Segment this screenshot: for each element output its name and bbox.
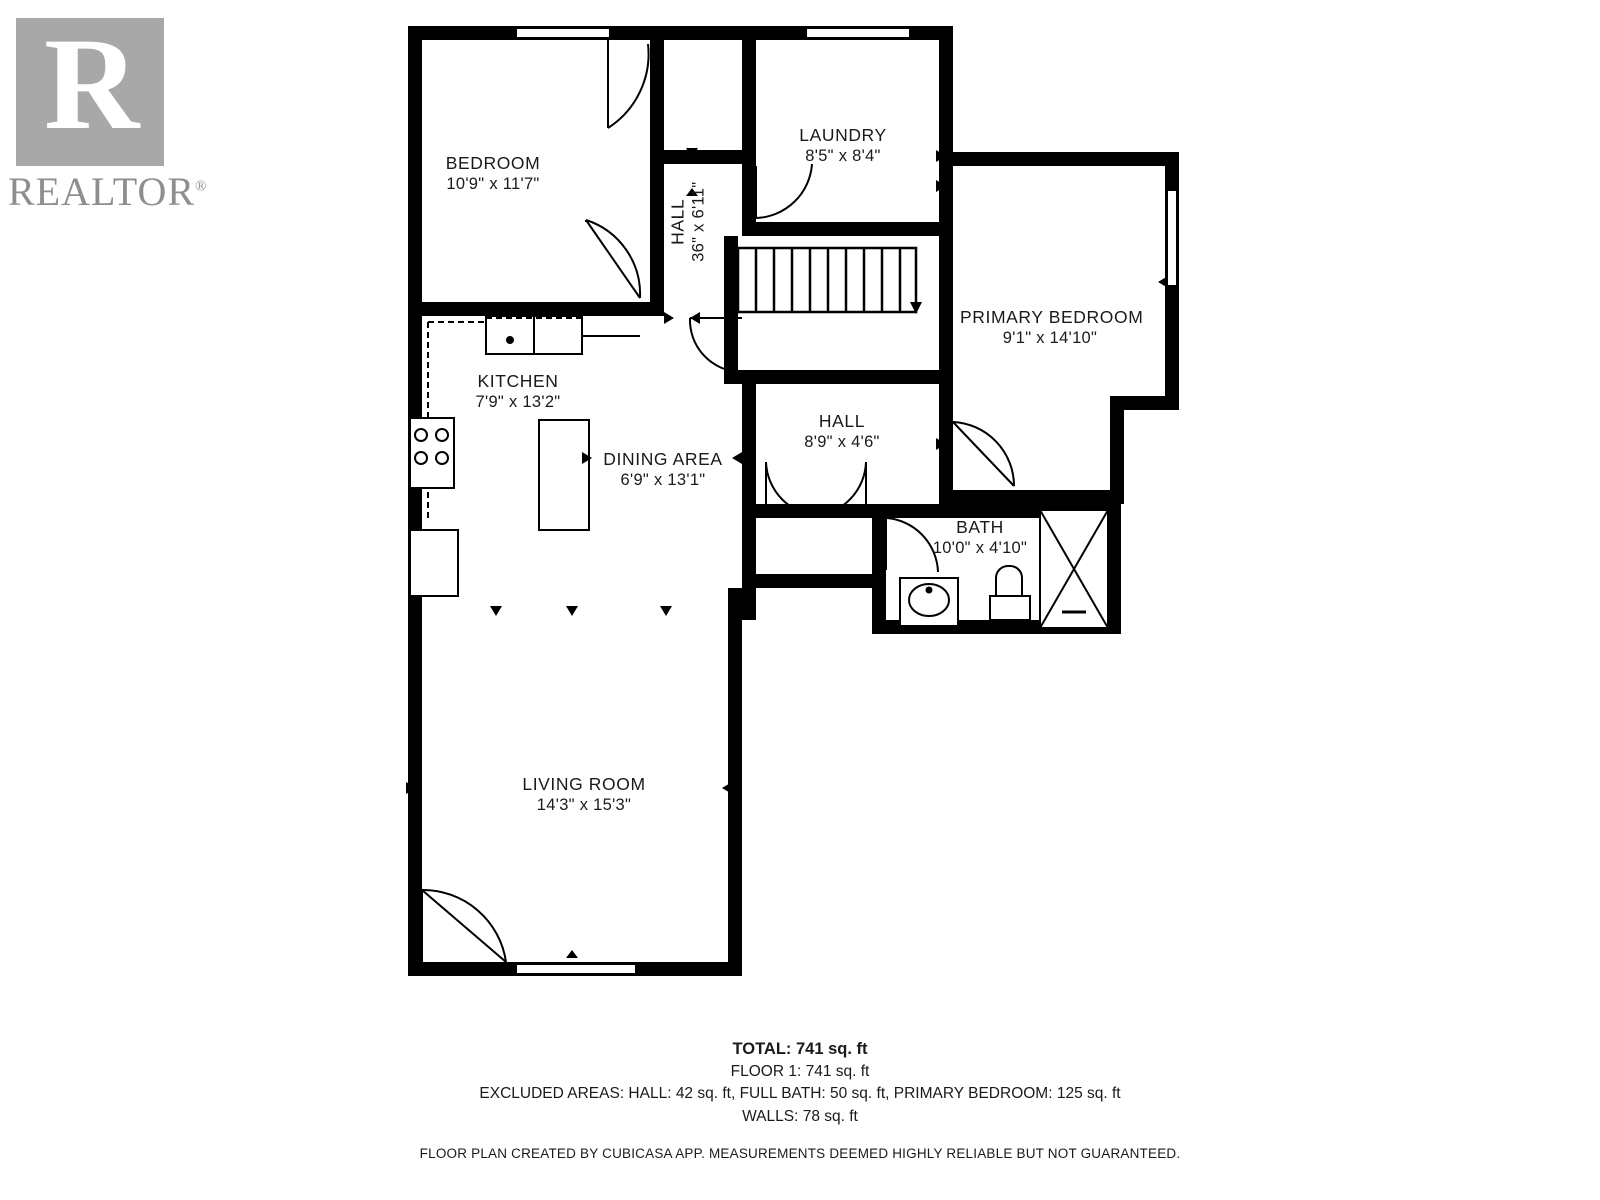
room-dimensions: 6'9" x 13'1" <box>620 471 706 490</box>
room-dimensions: 9'1" x 14'10" <box>1002 329 1098 348</box>
room-name: DINING AREA <box>603 449 723 469</box>
staircase <box>738 248 922 314</box>
excluded-areas: EXCLUDED AREAS: HALL: 42 sq. ft, FULL BATH: 50 sq. ft, PRIMARY BEDROOM: 125 sq. ft <box>479 1085 1121 1103</box>
floor-1-area: FLOOR 1: 741 sq. ft <box>730 1063 870 1080</box>
walls-area: WALLS: 78 sq. ft <box>742 1107 858 1125</box>
area-summary <box>0 1040 1600 1161</box>
room-dimensions: 7'9" x 13'2" <box>475 393 561 412</box>
room-label-kitchen <box>428 370 608 414</box>
realtor-wordmark-text: REALTOR <box>8 169 196 214</box>
room-name: HALL <box>667 198 688 245</box>
room-dimensions: 8'5" x 8'4" <box>805 147 881 166</box>
room-name: LIVING ROOM <box>522 774 646 794</box>
room-name: HALL <box>818 411 866 431</box>
room-label-laundry <box>753 124 933 168</box>
room-name: LAUNDRY <box>799 125 887 145</box>
room-dimensions: 10'0" x 4'10" <box>932 539 1028 558</box>
room-name: PRIMARY BEDROOM <box>960 307 1144 327</box>
room-dimensions: 14'3" x 15'3" <box>536 796 632 815</box>
realtor-logo-letter: R <box>44 10 140 157</box>
creation-credit: FLOOR PLAN CREATED BY CUBICASA APP. MEASUREMENTS DEEMED HIGHLY RELIABLE BUT NOT GUARANTEED. <box>419 1146 1181 1162</box>
room-label-hall-lower <box>752 410 932 454</box>
room-dimensions: 36" x 6'11" <box>689 181 708 262</box>
room-label-dining-area <box>568 448 758 492</box>
room-dimensions: 10'9" x 11'7" <box>446 175 540 194</box>
room-label-living-room <box>489 773 679 817</box>
room-label-bedroom <box>403 152 583 196</box>
room-label-bath <box>890 516 1070 560</box>
registered-mark: ® <box>195 178 208 195</box>
total-area: TOTAL: 741 sq. ft <box>732 1040 868 1058</box>
room-dimensions: 8'9" x 4'6" <box>804 433 880 452</box>
room-label-primary-bedroom <box>960 306 1144 350</box>
room-label-hall-upper <box>666 132 710 312</box>
room-name: KITCHEN <box>477 371 559 391</box>
room-name: BATH <box>956 517 1004 537</box>
room-name: BEDROOM <box>445 153 541 173</box>
